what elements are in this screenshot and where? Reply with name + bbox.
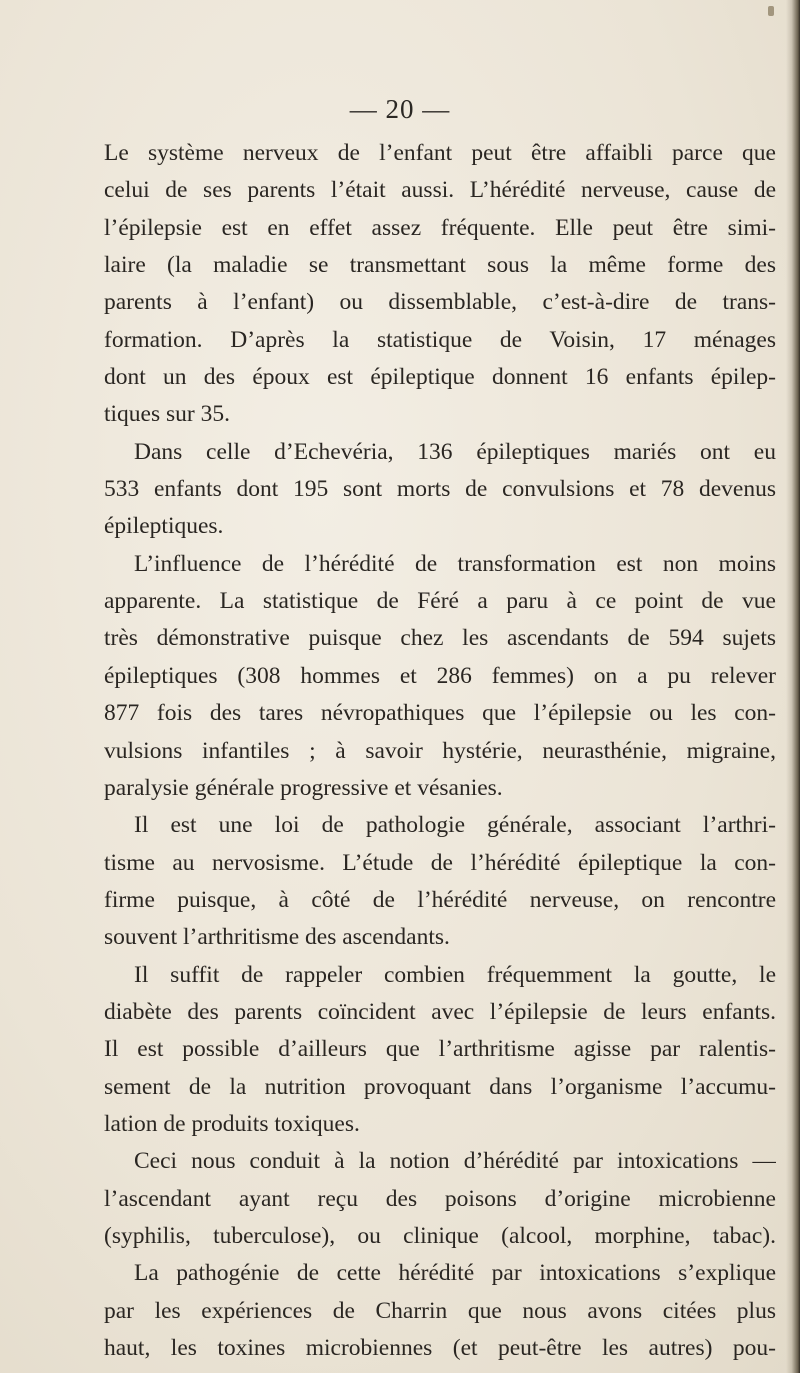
text-line: épileptiques. — [104, 513, 224, 540]
page-number: — 20 — — [349, 94, 451, 124]
text-line: Il est possible d’ailleurs que l’arthritisme agisse par ralentis- — [104, 1036, 776, 1063]
text-line: apparente. La statistique de Féré a paru à ce point de vue — [104, 588, 776, 615]
text-line: L’influence de l’hérédité de transformation est non moins — [134, 550, 776, 577]
text-line: épileptiques (308 hommes et 286 femmes) on a pu relever — [104, 662, 776, 689]
text-line: (syphilis, tuberculose), ou clinique (alcool, morphine, tabac). — [104, 1222, 776, 1249]
text-line: Il suffit de rappeler combien fréquemment la goutte, le — [134, 961, 776, 988]
text-line: celui de ses parents l’était aussi. L’hérédité nerveuse, cause de — [104, 177, 776, 204]
text-line: Il est une loi de pathologie générale, associant l’arthri- — [134, 812, 776, 839]
text-line: 877 fois des tares névropathiques que l’épilepsie ou les con- — [104, 700, 776, 727]
text-line: paralysie générale progressive et vésanies. — [104, 774, 503, 801]
text-line: formation. D’après la statistique de Voisin, 17 ménages — [104, 326, 776, 353]
body-text — [104, 135, 776, 1367]
text-line: haut, les toxines microbiennes (et peut-être les autres) pou- — [104, 1335, 776, 1361]
text-line: tiques sur 35. — [104, 401, 230, 428]
text-line: dont un des époux est épileptique donnent 16 enfants épilep- — [104, 364, 776, 391]
text-line: l’épilepsie est en effet assez fréquente. Elle peut être simi- — [104, 214, 776, 241]
text-line: par les expériences de Charrin que nous avons citées plus — [104, 1297, 776, 1324]
page-edge-shadow — [786, 0, 800, 1373]
text-line: 533 enfants dont 195 sont morts de convulsions et 78 devenus — [104, 476, 776, 503]
text-line: Ceci nous conduit à la notion d’hérédité par intoxications — — [134, 1148, 776, 1175]
text-line: Le système nerveux de l’enfant peut être affaibli parce que — [104, 140, 776, 166]
text-line: Dans celle d’Echevéria, 136 épileptiques mariés ont eu — [134, 438, 776, 465]
text-line: parents à l’enfant) ou dissemblable, c’est-à-dire de trans- — [104, 289, 776, 316]
text-line: diabète des parents coïncident avec l’épilepsie de leurs enfants. — [104, 998, 776, 1025]
text-line: lation de produits toxiques. — [104, 1110, 360, 1137]
text-line: souvent l’arthritisme des ascendants. — [104, 924, 450, 951]
text-line: vulsions infantiles ; à savoir hystérie, neurasthénie, migraine, — [104, 737, 776, 764]
ink-spot — [768, 6, 774, 16]
text-line: tisme au nervosisme. L’étude de l’hérédité épileptique la con- — [104, 849, 776, 876]
text-line: l’ascendant ayant reçu des poisons d’origine microbienne — [104, 1185, 776, 1212]
text-line: laire (la maladie se transmettant sous la même forme des — [104, 252, 776, 279]
text-line: firme puisque, à côté de l’hérédité nerveuse, on rencontre — [104, 886, 776, 913]
text-line: très démonstrative puisque chez les ascendants de 594 sujets — [104, 625, 776, 652]
text-line: sement de la nutrition provoquant dans l’organisme l’accumu- — [104, 1073, 776, 1100]
text-line: La pathogénie de cette hérédité par intoxications s’explique — [134, 1260, 776, 1287]
